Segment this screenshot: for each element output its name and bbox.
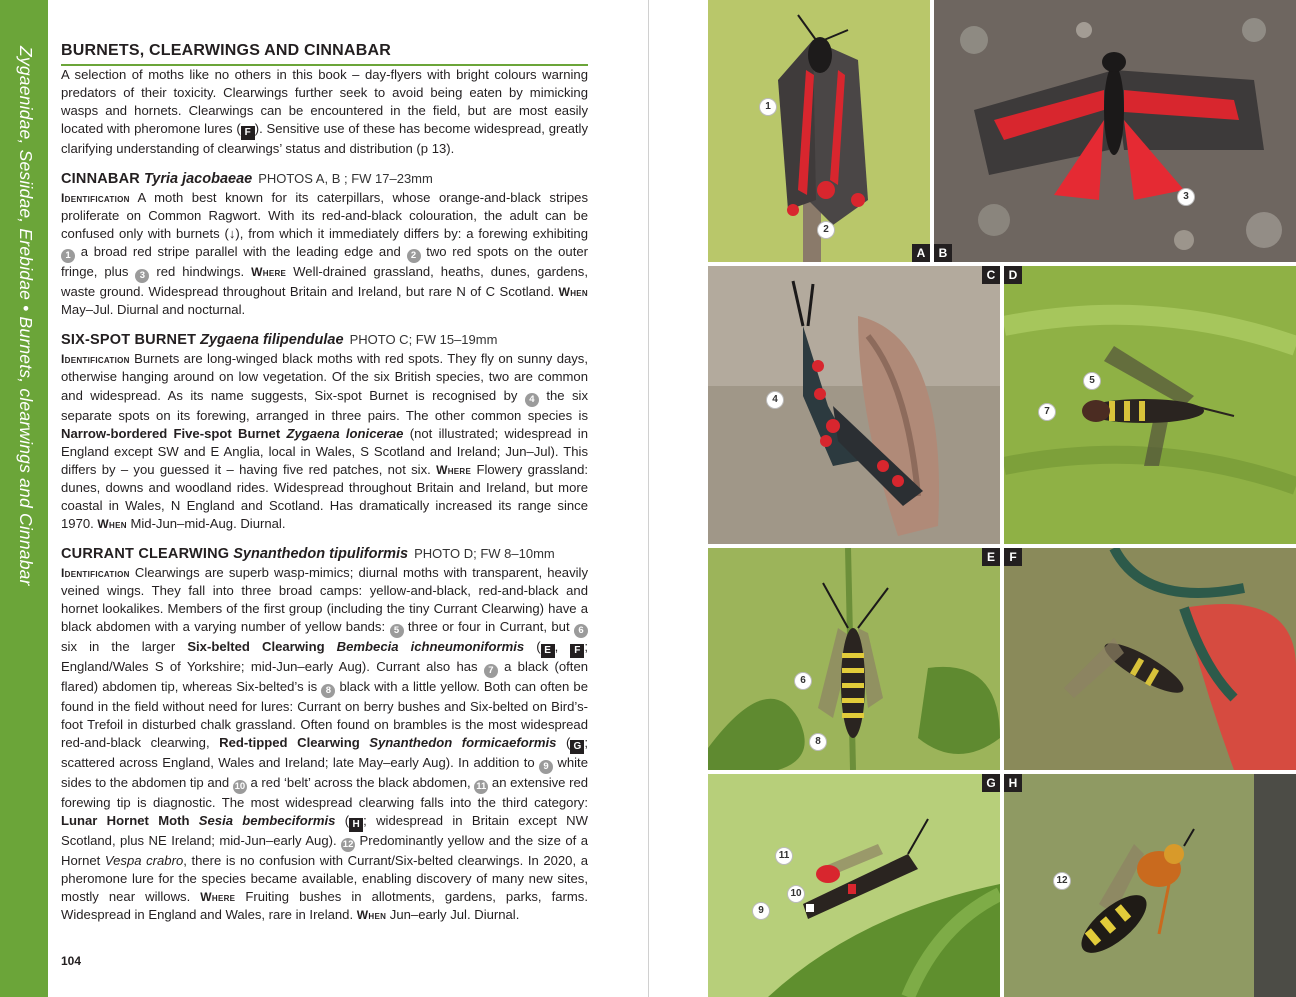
photo-d-currant-clearwing (1004, 266, 1296, 544)
photo-g-red-tipped-clearwing (708, 774, 1000, 997)
callout-ref: 4 (525, 393, 539, 407)
callout-2: 2 (818, 222, 834, 238)
callout-12: 12 (1054, 873, 1070, 889)
callout-ref: 2 (407, 249, 421, 263)
species-heading-cinnabar: CINNABAR Tyria jacobaeae PHOTOS A, B ; FW 17–23mm (61, 171, 433, 188)
callout-10: 10 (788, 886, 804, 902)
callout-5: 5 (1084, 373, 1100, 389)
callout-6: 6 (795, 673, 811, 689)
side-tab-families: Zygaenidae, Sesiidae, Erebidae • (16, 46, 36, 317)
photo-label-g: G (982, 774, 1000, 792)
species-text-cinnabar: Identification A moth best known for its caterpillars, whose orange-and-black stripes proliferate on Common Ragwort. With its red-and-black colouration, the adult can be confused only with burnets (↓), from which it immediately differs by: a forewing exhibiting 1 a broad red stripe parallel with the leading edge and 2 two red spots on the outer fringe, plus 3 red hindwings. Where Well-drained grassland, heaths, dunes, gardens, waste ground. Widespread throughout Britain and Ireland, but rare N of C Scotland. When May–Jul. Diurnal and nocturnal. (61, 190, 588, 318)
callout-4: 4 (767, 392, 783, 408)
callout-8: 8 (810, 734, 826, 750)
photo-label-e: E (982, 548, 1000, 566)
photo-ref-badge: F (241, 126, 255, 140)
callout-11: 11 (776, 848, 792, 864)
side-tab-groups: Burnets, clearwings and Cinnabar (16, 316, 36, 586)
section-heading: BURNETS, CLEARWINGS AND CINNABAR (61, 40, 588, 66)
photo-c-six-spot-burnet (708, 266, 1000, 544)
callout-3: 3 (1178, 189, 1194, 205)
photo-f-six-belted-clearwing-lure (1004, 548, 1296, 770)
species-heading-burnet: SIX-SPOT BURNET Zygaena filipendulae PHOTO C; FW 15–19mm (61, 332, 498, 349)
photo-b-cinnabar-open (934, 0, 1296, 262)
species-text-clearwing: Identification Clearwings are superb wasp-mimics; diurnal moths with transparent, heavily veined wings. They fall into three broad camps: yellow-and-black, red-and-black and hornet lookalikes. Members of the first group (including the tiny Currant Clearwing) have a black abdomen with a varying number of yellow bands: 5 three or four in Currant, but 6 six in the larger Six-belted Clearwing Bembecia ichneumoniformis ( E , F ; England/Wales S of Yorkshire; mid-Jun–early Aug). Currant also has 7 a black (often flared) abdomen tip, whereas Six-belted’s is 8 black with a little yellow. Both can often be found in the field without need for lures: Currant on berry bushes and Six-belted on Bird’s-foot Trefoil in disturbed chalk grassland. Often found on brambles is the most widespread red-and-black clearwing, Red-tipped Clearwing Synanthedon formicaeformis ( G ; scattered across England, Wales and Ireland; late May–early Aug). In addition to 9 white sides to the abdomen tip and 10 a red ‘belt’ across the black abdomen, 11 an extensive red forewing tip is diagnostic. The most widespread clearwing falls into the third category: Lunar Hornet Moth Sesia bembeciformis ( H ; widespread in Britain except NW Scotland, plus NE Ireland; mid-Jun–early Aug). 12 Predominantly yellow and the size of a Hornet Vespa crabro, there is no confusion with Currant/Six-belted clearwings. In 2020, a pheromone lure for the species became available, enabling discovery of many new sites, mostly near willows. Where Fruiting bushes in allotments, gardens, parks, farms. Widespread in England and Wales, rare in Ireland. When Jun–early Jul. Diurnal. (61, 564, 589, 923)
text-column (61, 40, 588, 924)
side-tab (0, 0, 48, 997)
photo-label-h: H (1004, 774, 1022, 792)
photo-h-lunar-hornet-moth (1004, 774, 1296, 997)
callout-1: 1 (760, 99, 776, 115)
photo-label-d: D (1004, 266, 1022, 284)
callout-9: 9 (753, 903, 769, 919)
photo-label-c: C (982, 266, 1000, 284)
photo-label-a: A (912, 244, 930, 262)
photo-a-cinnabar-closed (708, 0, 930, 262)
photo-e-six-belted-clearwing (708, 548, 1000, 770)
callout-ref: 3 (135, 269, 149, 283)
callout-7: 7 (1039, 404, 1055, 420)
species-heading-clearwing: CURRANT CLEARWING Synanthedon tipuliformis PHOTO D; FW 8–10mm (61, 545, 555, 562)
callout-ref: 1 (61, 249, 75, 263)
species-text-burnet: Identification Burnets are long-winged black moths with red spots. They fly on sunny days, otherwise hanging around on low vegetation. Of the six British species, two are common and widespread. As its name suggests, Six-spot Burnet is recognised by 4 the six separate spots on its forewing, arranged in three pairs. The other common species is Narrow-bordered Five-spot Burnet Zygaena lonicerae (not illustrated; widespread in England except SW and E Anglia, local in Wales, S Scotland and Ireland; Jun–Jul). This differs by – you guessed it – having five red patches, not six. Where Flowery grassland: dunes, downs and woodland rides. Widespread throughout Britain and Ireland, but more coastal in Wales, N England and Scotland. Has dramatically increased its range since 1970. When Mid-Jun–mid-Aug. Diurnal. (61, 351, 588, 531)
side-tab-text (15, 46, 36, 586)
page-number: 104 (61, 954, 82, 968)
photo-label-b: B (934, 244, 952, 262)
page-gutter (648, 0, 649, 997)
intro-paragraph: A selection of moths like no others in this book – day-flyers with bright colours warning predators of their toxicity. Clearwings further seek to avoid being eaten by mimicking wasps and hornets. Clearwings can be encountered in the field, but are most easily located with pheromone lures ( F ). Sensitive use of these has become widespread, greatly clarifying understanding of clearwings’ status and distribution (p 13). (61, 67, 588, 157)
photo-label-f: F (1004, 548, 1022, 566)
